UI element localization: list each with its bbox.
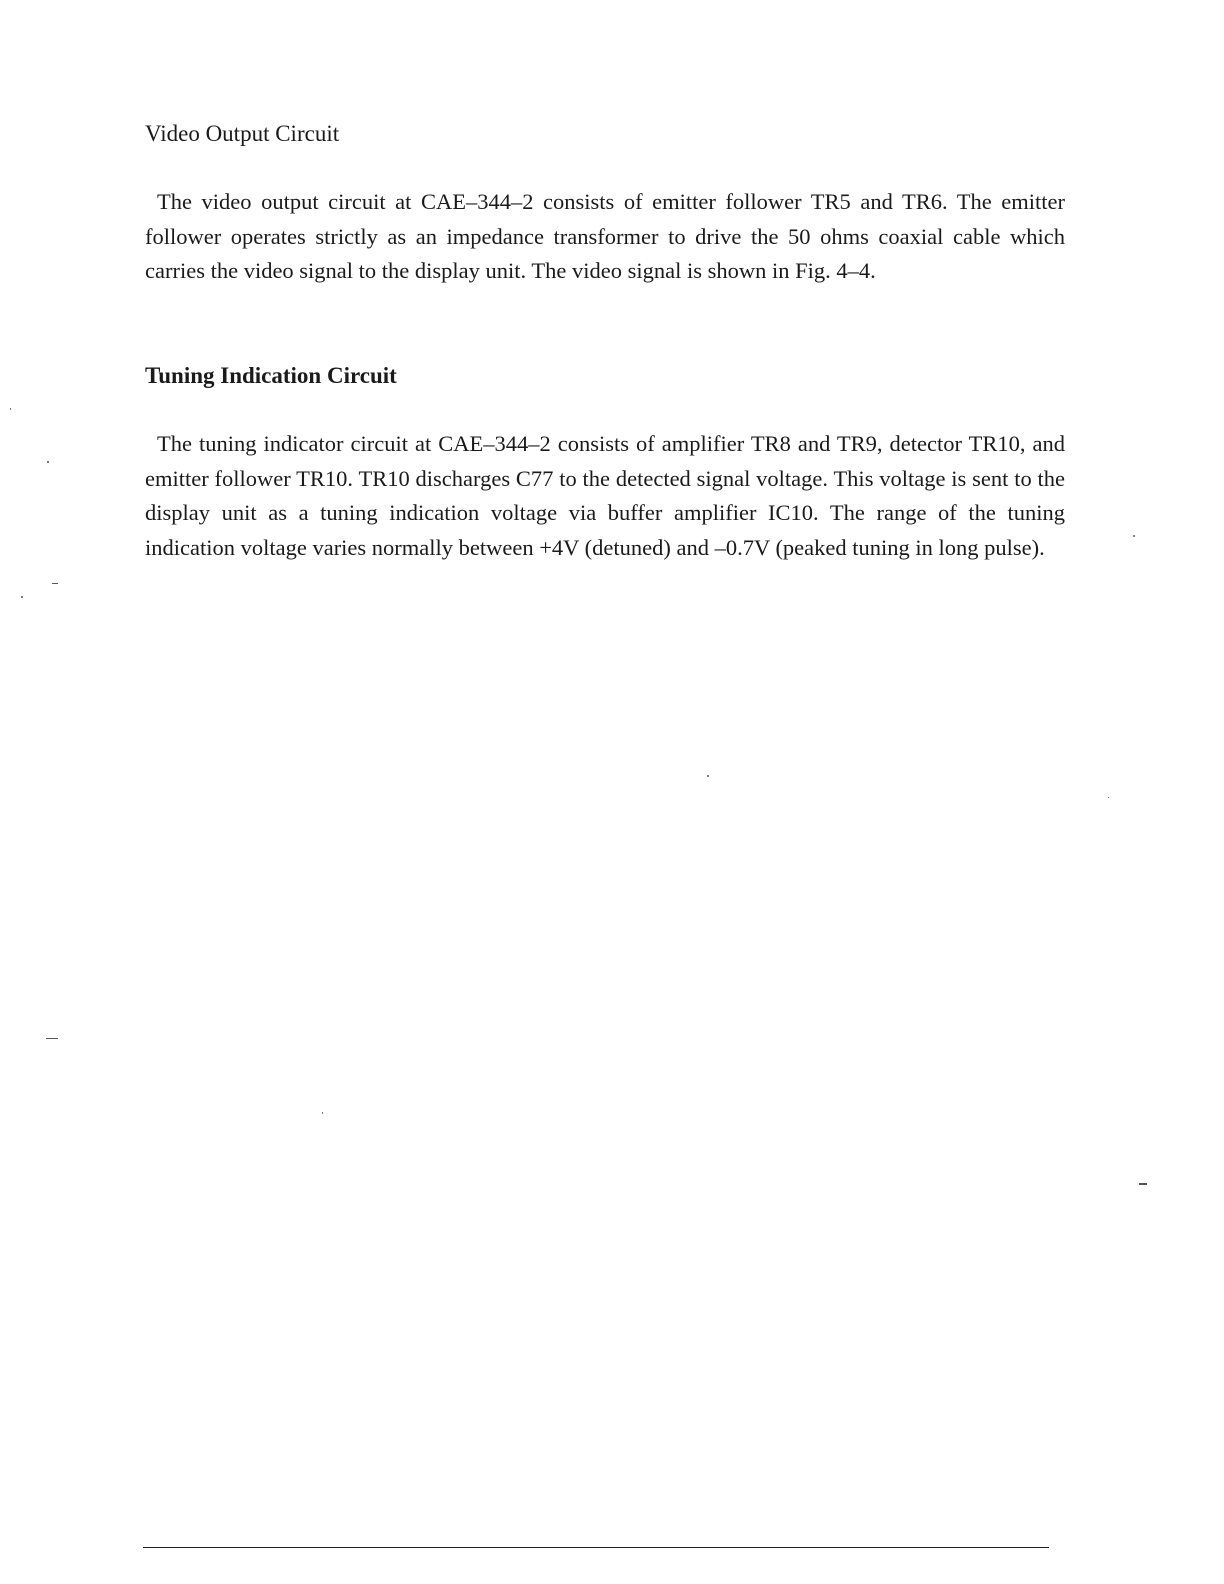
section-body-tuning-indication xyxy=(145,427,1065,565)
heading-text: Tuning Indication Circuit xyxy=(145,363,397,388)
section-heading-video-output xyxy=(145,119,1065,149)
scan-speck xyxy=(1139,1183,1147,1185)
scan-speck xyxy=(46,1038,58,1039)
scan-speck xyxy=(21,596,23,598)
section-body-video-output xyxy=(145,185,1065,289)
scan-speck xyxy=(322,1112,323,1114)
scan-speck xyxy=(52,583,58,584)
heading-text: Video Output Circuit xyxy=(145,121,340,146)
section-heading-tuning-indication xyxy=(145,361,1065,391)
scan-speck xyxy=(1108,797,1109,798)
scan-speck xyxy=(47,461,49,463)
scan-speck xyxy=(1133,535,1135,537)
scan-speck xyxy=(10,408,11,410)
scan-speck xyxy=(707,775,709,777)
paragraph-text: The tuning indicator circuit at CAE–344–2 consists of amplifier TR8 and TR9, detector TR10, and emitter follower TR10. TR10 discharges C77 to the detected signal voltage. This voltage is sent to the display unit as a tuning indication voltage via buffer amplifier IC10. The range of the tuning indication voltage varies normally between +4V (detuned) and –0.7V (peaked tuning in long pulse). xyxy=(145,431,1065,560)
footer-rule xyxy=(143,1547,1049,1548)
paragraph-text: The video output circuit at CAE–344–2 consists of emitter follower TR5 and TR6. The emitter follower operates strictly as an impedance transformer to drive the 50 ohms coaxial cable which carries the video signal to the display unit. The video signal is shown in Fig. 4–4. xyxy=(145,189,1065,283)
